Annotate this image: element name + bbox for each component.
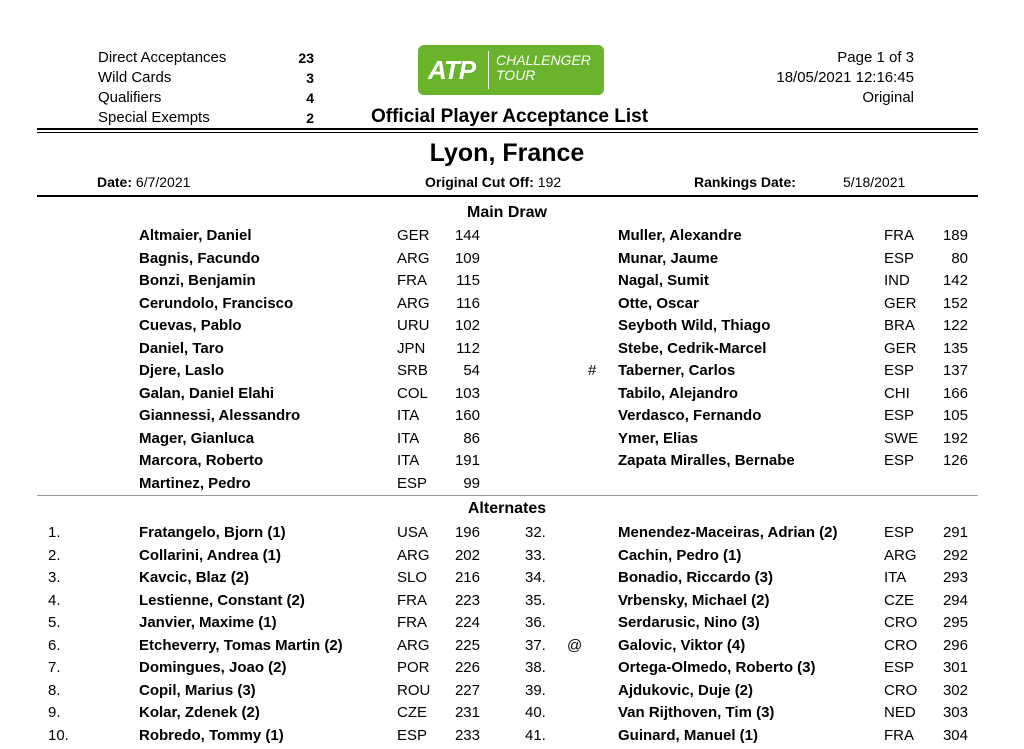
player-rank: 224 [454, 614, 480, 631]
player-name: Taberner, Carlos [618, 362, 736, 379]
player-rank: 144 [454, 227, 480, 244]
player-name: Cuevas, Pablo [139, 317, 242, 334]
player-rank: 301 [942, 659, 968, 676]
player-country: GER [884, 294, 917, 312]
player-name: Ymer, Elias [618, 429, 699, 447]
alternate-number: 41. [525, 726, 546, 744]
player-rank: 295 [942, 614, 968, 631]
player-rank: 116 [456, 294, 480, 312]
logo-divider [488, 51, 489, 89]
player-name: Muller, Alexandre [618, 227, 742, 244]
player-name: Martinez, Pedro [139, 474, 251, 492]
timestamp: 18/05/2021 12:16:45 [776, 69, 914, 86]
player-name: Cerundolo, Francisco [139, 294, 294, 312]
player-rank: 112 [456, 339, 480, 357]
player-country: FRA [884, 227, 914, 244]
alternate-number: 33. [525, 546, 546, 564]
player-country: POR [397, 659, 430, 676]
player-rank: 302 [942, 681, 968, 699]
document-status: Original [862, 89, 914, 106]
player-country: ITA [397, 452, 420, 469]
date-value: 6/7/2021 [135, 174, 191, 190]
alternate-number: 10. [48, 726, 69, 744]
alternate-number: 3. [48, 569, 61, 586]
player-name: Collarini, Andrea (1) [139, 546, 281, 564]
player-name: Cachin, Pedro (1) [618, 546, 742, 564]
player-name: Tabilo, Alejandro [618, 384, 739, 402]
player-country: CRO [884, 636, 918, 654]
player-rank: 303 [942, 704, 968, 721]
player-country: ESP [397, 474, 428, 492]
alternate-row [0, 704, 1000, 726]
player-name: Nagal, Sumit [618, 272, 709, 289]
main-draw-row [0, 227, 1000, 249]
player-rank: 293 [942, 569, 968, 586]
player-name: Zapata Miralles, Bernabe [618, 452, 795, 469]
player-rank: 189 [942, 227, 968, 244]
player-country: URU [397, 317, 430, 334]
player-country: BRA [884, 317, 915, 334]
alternate-number: 35. [525, 591, 546, 609]
player-rank: 233 [454, 726, 480, 744]
player-rank: 103 [454, 384, 480, 402]
main-draw-row [0, 362, 1000, 384]
alternate-row [0, 637, 1000, 659]
player-mark: @ [567, 636, 583, 654]
player-name: Altmaier, Daniel [139, 227, 252, 244]
player-rank: 135 [942, 339, 968, 357]
player-rank: 115 [456, 272, 480, 289]
player-country: CHI [884, 384, 910, 402]
player-rank: 137 [942, 362, 968, 379]
player-country: ESP [884, 452, 915, 469]
rankings-date-value: 5/18/2021 [843, 174, 906, 190]
player-country: ESP [884, 362, 915, 379]
alternates-heading: Alternates [467, 500, 547, 517]
player-country: ESP [397, 726, 428, 744]
main-draw-row [0, 272, 1000, 294]
player-country: ARG [397, 294, 430, 312]
player-name: Galovic, Viktor (4) [618, 636, 746, 654]
player-name: Vrbensky, Michael (2) [618, 591, 770, 609]
alternate-number: 37. [525, 636, 546, 654]
alternate-number: 6. [48, 636, 61, 654]
player-name: Bonadio, Riccardo (3) [618, 569, 774, 586]
player-name: Galan, Daniel Elahi [139, 384, 275, 402]
atp-challenger-logo [418, 45, 604, 95]
date-field [97, 174, 190, 190]
alternate-row [0, 659, 1000, 681]
player-country: SWE [884, 429, 919, 447]
summary-value-qualifiers: 4 [306, 90, 314, 106]
main-draw-row [0, 385, 1000, 407]
player-rank: 122 [942, 317, 968, 334]
player-name: Menendez-Maceiras, Adrian (2) [618, 524, 838, 541]
alternate-number: 8. [48, 681, 61, 699]
player-country: FRA [884, 726, 914, 744]
player-country: GER [884, 339, 917, 357]
player-country: IND [884, 272, 910, 289]
player-country: ROU [397, 681, 431, 699]
main-draw-row [0, 430, 1000, 452]
player-name: Seyboth Wild, Thiago [618, 317, 771, 334]
alternate-row [0, 727, 1000, 749]
player-rank: 225 [454, 636, 480, 654]
player-rank: 227 [454, 681, 480, 699]
player-country: ESP [884, 407, 915, 424]
player-name: Domingues, Joao (2) [139, 659, 287, 676]
player-name: Munar, Jaume [618, 249, 719, 267]
player-name: Verdasco, Fernando [618, 407, 762, 424]
player-rank: 80 [951, 249, 968, 267]
player-rank: 126 [942, 452, 968, 469]
player-rank: 86 [463, 429, 480, 447]
player-rank: 216 [454, 569, 480, 586]
player-country: CZE [397, 704, 427, 721]
player-country: ITA [397, 429, 420, 447]
summary-label-wildcards: Wild Cards [98, 69, 172, 86]
player-country: SLO [397, 569, 428, 586]
player-country: CRO [884, 681, 918, 699]
alternate-number: 5. [48, 614, 61, 631]
player-name: Otte, Oscar [618, 294, 699, 312]
player-name: Kavcic, Blaz (2) [139, 569, 250, 586]
alternate-number: 40. [525, 704, 546, 721]
player-country: JPN [397, 339, 426, 357]
player-name: Robredo, Tommy (1) [139, 726, 284, 744]
player-name: Van Rijthoven, Tim (3) [618, 704, 775, 721]
player-rank: 99 [463, 474, 480, 492]
alternate-row [0, 682, 1000, 704]
player-rank: 152 [942, 294, 968, 312]
alternate-number: 34. [525, 569, 546, 586]
player-country: ARG [397, 636, 430, 654]
alternate-row [0, 592, 1000, 614]
player-country: CRO [884, 614, 918, 631]
player-country: COL [397, 384, 428, 402]
logo-tour-text [496, 53, 591, 83]
main-draw-row [0, 340, 1000, 362]
player-country: NED [884, 704, 916, 721]
player-rank: 226 [454, 659, 480, 676]
player-rank: 109 [454, 249, 480, 267]
player-name: Daniel, Taro [139, 339, 224, 357]
player-country: ITA [397, 407, 420, 424]
alternate-number: 32. [525, 524, 546, 541]
logo-line2: TOUR [496, 67, 536, 83]
player-rank: 296 [942, 636, 968, 654]
player-rank: 294 [942, 591, 968, 609]
rankings-date-label: Rankings Date: [694, 174, 796, 190]
summary-label-qualifiers: Qualifiers [98, 89, 162, 106]
main-draw-row [0, 295, 1000, 317]
alternate-number: 2. [48, 546, 61, 564]
player-name: Kolar, Zdenek (2) [139, 704, 260, 721]
player-name: Bagnis, Facundo [139, 249, 260, 267]
alternate-number: 9. [48, 704, 61, 721]
summary-label-special: Special Exempts [98, 109, 210, 126]
alternate-row [0, 569, 1000, 591]
main-draw-row [0, 317, 1000, 339]
player-rank: 231 [454, 704, 480, 721]
player-rank: 192 [942, 429, 968, 447]
player-name: Janvier, Maxime (1) [139, 614, 277, 631]
cutoff-label: Original Cut Off: [425, 174, 534, 190]
document-title: Official Player Acceptance List [371, 106, 649, 127]
player-name: Lestienne, Constant (2) [139, 591, 305, 609]
rankings-date-label-field [694, 174, 796, 190]
player-name: Djere, Laslo [139, 362, 225, 379]
tournament-name: Lyon, France [429, 139, 585, 167]
player-rank: 223 [454, 591, 480, 609]
logo-line1: CHALLENGER [496, 52, 591, 68]
cutoff-field [425, 174, 561, 190]
logo-atp-text: ATP [428, 55, 476, 85]
alternate-row [0, 547, 1000, 569]
alternate-number: 38. [525, 659, 546, 676]
alternate-number: 36. [525, 614, 546, 631]
player-name: Bonzi, Benjamin [139, 272, 256, 289]
player-country: FRA [397, 591, 427, 609]
header-rule-bottom [37, 132, 978, 133]
player-name: Ortega-Olmedo, Roberto (3) [618, 659, 816, 676]
player-country: ARG [397, 249, 430, 267]
meta-rule [37, 195, 978, 197]
alternate-number: 7. [48, 659, 61, 676]
main-draw-row [0, 475, 1000, 497]
player-rank: 196 [454, 524, 480, 541]
player-rank: 304 [942, 726, 968, 744]
player-rank: 142 [942, 272, 968, 289]
player-country: ITA [884, 569, 907, 586]
player-mark: # [588, 362, 597, 379]
summary-value-wildcards: 3 [306, 70, 314, 86]
main-draw-heading: Main Draw [466, 204, 547, 221]
player-rank: 202 [454, 546, 480, 564]
player-name: Etcheverry, Tomas Martin (2) [139, 636, 343, 654]
player-rank: 105 [942, 407, 968, 424]
summary-value-direct: 23 [298, 50, 314, 66]
summary-value-special: 2 [306, 110, 314, 126]
player-rank: 160 [454, 407, 480, 424]
player-name: Copil, Marius (3) [139, 681, 256, 699]
player-country: USA [397, 524, 428, 541]
player-name: Guinard, Manuel (1) [618, 726, 759, 744]
player-country: SRB [397, 362, 428, 379]
player-name: Serdarusic, Nino (3) [618, 614, 760, 631]
player-rank: 191 [454, 452, 480, 469]
main-draw-row [0, 407, 1000, 429]
player-country: ARG [397, 546, 430, 564]
player-rank: 166 [942, 384, 968, 402]
player-name: Ajdukovic, Duje (2) [618, 681, 754, 699]
alternate-row [0, 614, 1000, 636]
player-country: GER [397, 227, 430, 244]
player-country: CZE [884, 591, 914, 609]
player-country: ESP [884, 524, 915, 541]
player-country: ESP [884, 249, 915, 267]
alternate-number: 39. [525, 681, 546, 699]
player-rank: 54 [463, 362, 480, 379]
player-name: Giannessi, Alessandro [139, 407, 301, 424]
alternate-row [0, 524, 1000, 546]
player-rank: 102 [454, 317, 480, 334]
date-label: Date: [97, 174, 133, 190]
main-draw-row [0, 250, 1000, 272]
player-name: Stebe, Cedrik-Marcel [618, 339, 767, 357]
page-number: Page 1 of 3 [837, 49, 914, 66]
player-country: ESP [884, 659, 915, 676]
main-draw-row [0, 452, 1000, 474]
player-country: ARG [884, 546, 917, 564]
header-rule-top [37, 128, 978, 130]
player-country: FRA [397, 272, 427, 289]
section-divider [37, 495, 978, 496]
cutoff-value: 192 [537, 174, 562, 190]
alternate-number: 4. [48, 591, 61, 609]
player-name: Fratangelo, Bjorn (1) [139, 524, 286, 541]
summary-label-direct: Direct Acceptances [98, 49, 227, 66]
player-name: Mager, Gianluca [139, 429, 255, 447]
alternate-number: 1. [48, 524, 61, 541]
player-rank: 292 [942, 546, 968, 564]
player-rank: 291 [942, 524, 968, 541]
player-name: Marcora, Roberto [139, 452, 264, 469]
player-country: FRA [397, 614, 427, 631]
